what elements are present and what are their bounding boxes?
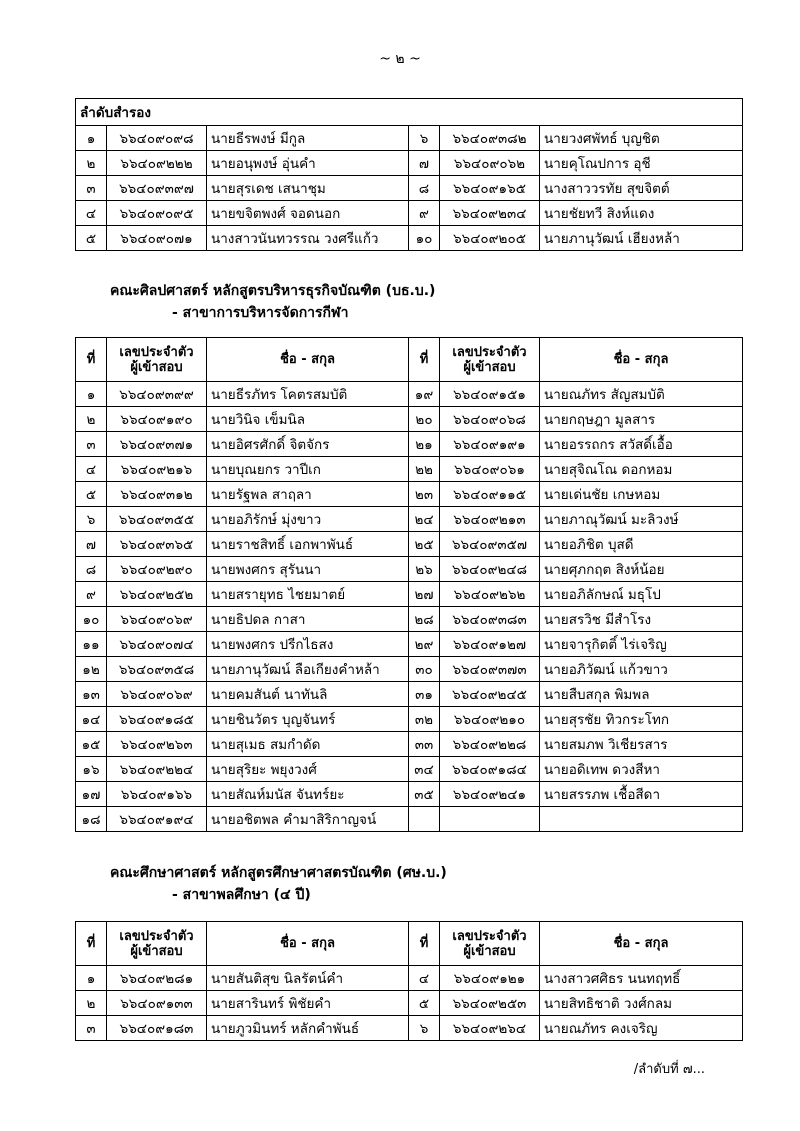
- exam-id: ๖๖๔๐๙๓๕๕: [107, 507, 207, 532]
- exam-id: ๖๖๔๐๙๓๗๓: [440, 657, 540, 682]
- column-header-no: ที่: [76, 922, 107, 966]
- exam-id: ๖๖๔๐๙๓๕๗: [440, 532, 540, 557]
- table-row: [76, 557, 743, 582]
- full-name: นายณภัทร คงเจริญ: [540, 1016, 743, 1041]
- full-name: นางสาวศศิธร นนทฤทธิ์: [540, 966, 743, 991]
- full-name: นายธีรพงษ์ มีกูล: [207, 126, 409, 151]
- row-number: ๖: [409, 1016, 440, 1041]
- exam-id: ๖๖๔๐๙๐๙๕: [107, 201, 207, 226]
- row-number: ๑๙: [409, 382, 440, 407]
- exam-id: ๖๖๔๐๙๑๒๗: [440, 632, 540, 657]
- row-number: ๖: [409, 126, 440, 151]
- row-number: ๖: [76, 507, 107, 532]
- row-number: ๔: [409, 966, 440, 991]
- reserve-table: [75, 98, 743, 251]
- exam-id: ๖๖๔๐๙๒๐๕: [440, 226, 540, 251]
- column-header-no: ที่: [409, 922, 440, 966]
- exam-id: ๖๖๔๐๙๒๕๓: [440, 991, 540, 1016]
- exam-id: ๖๖๔๐๙๓๕๘: [107, 657, 207, 682]
- row-number: ๙: [409, 201, 440, 226]
- full-name: นายบุณยกร วาปีเก: [207, 457, 409, 482]
- full-name: นายสุรเดช เสนาชุม: [207, 176, 409, 201]
- full-name: นายณภัทร สัญสมบัติ: [540, 382, 743, 407]
- id-header-line1: เลขประจำตัว: [452, 344, 527, 360]
- row-number: ๒: [76, 151, 107, 176]
- table-row: [76, 457, 743, 482]
- row-number: ๓๕: [409, 782, 440, 807]
- full-name: นายชินวัตร บุญจันทร์: [207, 707, 409, 732]
- exam-id: ๖๖๔๐๙๒๖๓: [107, 732, 207, 757]
- exam-id: ๖๖๔๐๙๐๗๑: [107, 226, 207, 251]
- row-number: ๒๙: [409, 632, 440, 657]
- row-number: ๒๐: [409, 407, 440, 432]
- full-name: นายอดิเทพ ดวงสีหา: [540, 757, 743, 782]
- exam-id: ๖๖๔๐๙๒๒๒: [107, 151, 207, 176]
- full-name: นายอิศรศักดิ์ จิตจักร: [207, 432, 409, 457]
- table-row: [76, 532, 743, 557]
- exam-id: ๖๖๔๐๙๒๖๔: [440, 1016, 540, 1041]
- row-number: ๒๖: [409, 557, 440, 582]
- row-number: ๓: [76, 432, 107, 457]
- row-number: ๑๘: [76, 807, 107, 832]
- row-number: ๑๐: [409, 226, 440, 251]
- continuation-note: /ลำดับที่ ๗...: [633, 1062, 705, 1077]
- full-name: นายสิทธิชาติ วงศ์กลม: [540, 991, 743, 1016]
- table-row: [76, 682, 743, 707]
- row-number: ๙: [76, 582, 107, 607]
- full-name: นายอภิชิต บุสดี: [540, 532, 743, 557]
- section2-faculty: คณะศึกษาศาสตร์ หลักสูตรศึกษาศาสตรบัณฑิต (ศษ.บ.): [110, 865, 447, 881]
- table-row: [76, 407, 743, 432]
- exam-id: ๖๖๔๐๙๓๑๒: [107, 482, 207, 507]
- row-number: ๒๒: [409, 457, 440, 482]
- row-number: ๑: [76, 382, 107, 407]
- full-name: นายสุริยะ พยุงวงศ์: [207, 757, 409, 782]
- full-name: นายคุโณปการ อุชี: [540, 151, 743, 176]
- exam-id: ๖๖๔๐๙๑๘๓: [107, 1016, 207, 1041]
- row-number: ๒๘: [409, 607, 440, 632]
- full-name: นางสาววรทัย สุขจิตต์: [540, 176, 743, 201]
- full-name: นายพงศกร สุรันนา: [207, 557, 409, 582]
- row-number: ๑๓: [76, 682, 107, 707]
- exam-id: ๖๖๔๐๙๒๒๘: [440, 732, 540, 757]
- column-header-id: [440, 922, 540, 966]
- page-number: ~ ๒ ~: [379, 51, 421, 67]
- exam-id: ๖๖๔๐๙๓๖๕: [107, 532, 207, 557]
- exam-id: ๖๖๔๐๙๐๖๙: [107, 607, 207, 632]
- full-name: [540, 807, 743, 832]
- row-number: ๒๓: [409, 482, 440, 507]
- id-header-line2: ผู้เข้าสอบ: [463, 943, 516, 959]
- table-row: [76, 607, 743, 632]
- full-name: นายชัยทวี สิงห์แดง: [540, 201, 743, 226]
- row-number: ๒: [76, 407, 107, 432]
- full-name: นายภานุวัฒน์ ลือเกียงคำหล้า: [207, 657, 409, 682]
- row-number: ๑๒: [76, 657, 107, 682]
- exam-id: ๖๖๔๐๙๒๕๒: [107, 582, 207, 607]
- exam-id: ๖๖๔๐๙๒๘๑: [107, 966, 207, 991]
- row-number: ๒๗: [409, 582, 440, 607]
- full-name: นายศุภกฤต สิงห์น้อย: [540, 557, 743, 582]
- row-number: ๔: [76, 201, 107, 226]
- table-row: [76, 151, 743, 176]
- table-row: [76, 657, 743, 682]
- exam-id: ๖๖๔๐๙๑๕๑: [440, 382, 540, 407]
- column-header-id: [107, 922, 207, 966]
- column-header-id: [107, 338, 207, 382]
- exam-id: ๖๖๔๐๙๑๖๖: [107, 782, 207, 807]
- row-number: [409, 807, 440, 832]
- exam-id: ๖๖๔๐๙๑๖๕: [440, 176, 540, 201]
- table-row: [76, 432, 743, 457]
- exam-id: ๖๖๔๐๙๐๖๘: [440, 407, 540, 432]
- row-number: ๗: [409, 151, 440, 176]
- full-name: นายคมสันต์ นาทันลิ: [207, 682, 409, 707]
- full-name: นายราชสิทธิ์ เอกพาพันธ์: [207, 532, 409, 557]
- full-name: นายวงศพัทธ์ บุญชิต: [540, 126, 743, 151]
- row-number: ๓๑: [409, 682, 440, 707]
- row-number: ๕: [76, 482, 107, 507]
- row-number: ๕: [76, 226, 107, 251]
- exam-id: ๖๖๔๐๙๒๙๐: [107, 557, 207, 582]
- row-number: ๑๖: [76, 757, 107, 782]
- full-name: นายธิปดล กาสา: [207, 607, 409, 632]
- row-number: ๑๔: [76, 707, 107, 732]
- full-name: นายอชิตพล คำมาสิริกาญจน์: [207, 807, 409, 832]
- row-number: ๕: [409, 991, 440, 1016]
- row-number: ๑๑: [76, 632, 107, 657]
- row-number: ๓๔: [409, 757, 440, 782]
- exam-id: ๖๖๔๐๙๒๑๐: [440, 707, 540, 732]
- column-header-no: ที่: [409, 338, 440, 382]
- table-row: [76, 201, 743, 226]
- full-name: นายอภิวัฒน์ แก้วขาว: [540, 657, 743, 682]
- row-number: ๔: [76, 457, 107, 482]
- row-number: ๓๒: [409, 707, 440, 732]
- id-header-line1: เลขประจำตัว: [119, 928, 194, 944]
- full-name: นายภานุวัฒน์ เฮียงหล้า: [540, 226, 743, 251]
- table-row: [76, 807, 743, 832]
- exam-id: ๖๖๔๐๙๐๙๘: [107, 126, 207, 151]
- row-number: ๘: [409, 176, 440, 201]
- full-name: นายสุรชัย ทิวกระโทก: [540, 707, 743, 732]
- full-name: นายสุเมธ สมกำดัด: [207, 732, 409, 757]
- full-name: นายภาณุวัฒน์ มะลิวงษ์: [540, 507, 743, 532]
- id-header-line2: ผู้เข้าสอบ: [130, 943, 183, 959]
- exam-id: ๖๖๔๐๙๑๒๑: [440, 966, 540, 991]
- table-row: [76, 126, 743, 151]
- exam-id: ๖๖๔๐๙๐๖๒: [440, 151, 540, 176]
- column-header-no: ที่: [76, 338, 107, 382]
- full-name: นายภูวมินทร์ หลักคำพันธ์: [207, 1016, 409, 1041]
- column-header-name: ชื่อ - สกุล: [207, 338, 409, 382]
- exam-id: ๖๖๔๐๙๓๙๗: [107, 176, 207, 201]
- full-name: นายรัฐพล สาฤลา: [207, 482, 409, 507]
- table-row: [76, 226, 743, 251]
- table-row: [76, 507, 743, 532]
- full-name: นายสรวิช มีสำโรง: [540, 607, 743, 632]
- table-row: [76, 782, 743, 807]
- exam-id: ๖๖๔๐๙๒๓๔: [440, 201, 540, 226]
- row-number: ๓๐: [409, 657, 440, 682]
- exam-id: ๖๖๔๐๙๑๓๓: [107, 991, 207, 1016]
- id-header-line2: ผู้เข้าสอบ: [130, 359, 183, 375]
- full-name: นายขจิตพงศ์ จอดนอก: [207, 201, 409, 226]
- row-number: ๑๕: [76, 732, 107, 757]
- exam-id: ๖๖๔๐๙๒๑๖: [107, 457, 207, 482]
- full-name: นายเด่นชัย เกษหอม: [540, 482, 743, 507]
- exam-id: ๖๖๔๐๙๒๔๑: [440, 782, 540, 807]
- row-number: ๒: [76, 991, 107, 1016]
- column-header-id: [440, 338, 540, 382]
- full-name: นายวินิจ เข็มนิล: [207, 407, 409, 432]
- full-name: นายสันติสุข นิลรัตน์คำ: [207, 966, 409, 991]
- full-name: นายกฤษฎา มูลสาร: [540, 407, 743, 432]
- exam-id: ๖๖๔๐๙๓๗๑: [107, 432, 207, 457]
- column-header-name: ชื่อ - สกุล: [540, 922, 743, 966]
- column-header-name: ชื่อ - สกุล: [207, 922, 409, 966]
- section1-table: [75, 337, 743, 832]
- full-name: นายอนุพงษ์ อุ่นคำ: [207, 151, 409, 176]
- exam-id: ๖๖๔๐๙๐๖๙: [107, 682, 207, 707]
- row-number: ๑: [76, 966, 107, 991]
- full-name: นายสุจิณโณ ดอกหอม: [540, 457, 743, 482]
- id-header-line1: เลขประจำตัว: [119, 344, 194, 360]
- row-number: ๑๗: [76, 782, 107, 807]
- row-number: ๓๓: [409, 732, 440, 757]
- exam-id: ๖๖๔๐๙๑๑๕: [440, 482, 540, 507]
- section2-major: - สาขาพลศึกษา (๔ ปี): [172, 887, 311, 903]
- full-name: นายพงศกร ปรีกไธสง: [207, 632, 409, 657]
- exam-id: ๖๖๔๐๙๑๙๑: [440, 432, 540, 457]
- exam-id: ๖๖๔๐๙๑๘๔: [440, 757, 540, 782]
- table-row: [76, 482, 743, 507]
- row-number: ๓: [76, 176, 107, 201]
- full-name: นายอภิลักษณ์ มธุโป: [540, 582, 743, 607]
- table-row: [76, 991, 743, 1016]
- exam-id: [440, 807, 540, 832]
- id-header-line2: ผู้เข้าสอบ: [463, 359, 516, 375]
- table-row: [76, 632, 743, 657]
- exam-id: ๖๖๔๐๙๑๙๔: [107, 807, 207, 832]
- table-row: [76, 707, 743, 732]
- exam-id: ๖๖๔๐๙๒๔๘: [440, 557, 540, 582]
- full-name: นายธีรภัทร โคตรสมบัติ: [207, 382, 409, 407]
- column-header-name: ชื่อ - สกุล: [540, 338, 743, 382]
- section2-table: [75, 921, 743, 1041]
- exam-id: ๖๖๔๐๙๒๖๒: [440, 582, 540, 607]
- full-name: นายอภิรักษ์ มุ่งขาว: [207, 507, 409, 532]
- row-number: ๘: [76, 557, 107, 582]
- row-number: ๓: [76, 1016, 107, 1041]
- full-name: นายสรายุทธ ไชยมาตย์: [207, 582, 409, 607]
- exam-id: ๖๖๔๐๙๒๔๕: [440, 682, 540, 707]
- row-number: ๗: [76, 532, 107, 557]
- section1-faculty: คณะศิลปศาสตร์ หลักสูตรบริหารธุรกิจบัณฑิต (บธ.บ.): [110, 283, 436, 299]
- full-name: นายสรรภพ เชื้อสีดา: [540, 782, 743, 807]
- exam-id: ๖๖๔๐๙๐๗๔: [107, 632, 207, 657]
- full-name: นางสาวนันทวรรณ วงศรีแก้ว: [207, 226, 409, 251]
- table-row: [76, 176, 743, 201]
- full-name: นายอรรถกร สวัสดิ์เอื้อ: [540, 432, 743, 457]
- table-row: [76, 1016, 743, 1041]
- exam-id: ๖๖๔๐๙๒๒๔: [107, 757, 207, 782]
- full-name: นายสมภพ วิเชียรสาร: [540, 732, 743, 757]
- exam-id: ๖๖๔๐๙๒๑๓: [440, 507, 540, 532]
- table-row: [76, 382, 743, 407]
- full-name: นายสืบสกุล พิมพล: [540, 682, 743, 707]
- exam-id: ๖๖๔๐๙๑๘๕: [107, 707, 207, 732]
- full-name: นายสารินทร์ พิชัยคำ: [207, 991, 409, 1016]
- section1-major: - สาขาการบริหารจัดการกีฬา: [172, 305, 349, 321]
- row-number: ๒๔: [409, 507, 440, 532]
- row-number: ๑: [76, 126, 107, 151]
- table-row: [76, 757, 743, 782]
- row-number: ๒๕: [409, 532, 440, 557]
- exam-id: ๖๖๔๐๙๑๙๐: [107, 407, 207, 432]
- exam-id: ๖๖๔๐๙๓๘๓: [440, 607, 540, 632]
- table-row: [76, 582, 743, 607]
- row-number: ๑๐: [76, 607, 107, 632]
- reserve-title: ลำดับสำรอง: [76, 99, 743, 126]
- table-row: [76, 732, 743, 757]
- id-header-line1: เลขประจำตัว: [452, 928, 527, 944]
- row-number: ๒๑: [409, 432, 440, 457]
- exam-id: ๖๖๔๐๙๓๘๒: [440, 126, 540, 151]
- full-name: นายจารุกิตติ์ ไร่เจริญ: [540, 632, 743, 657]
- exam-id: ๖๖๔๐๙๐๖๑: [440, 457, 540, 482]
- full-name: นายสัณห์มนัส จันทร์ยะ: [207, 782, 409, 807]
- table-row: [76, 966, 743, 991]
- exam-id: ๖๖๔๐๙๓๙๙: [107, 382, 207, 407]
